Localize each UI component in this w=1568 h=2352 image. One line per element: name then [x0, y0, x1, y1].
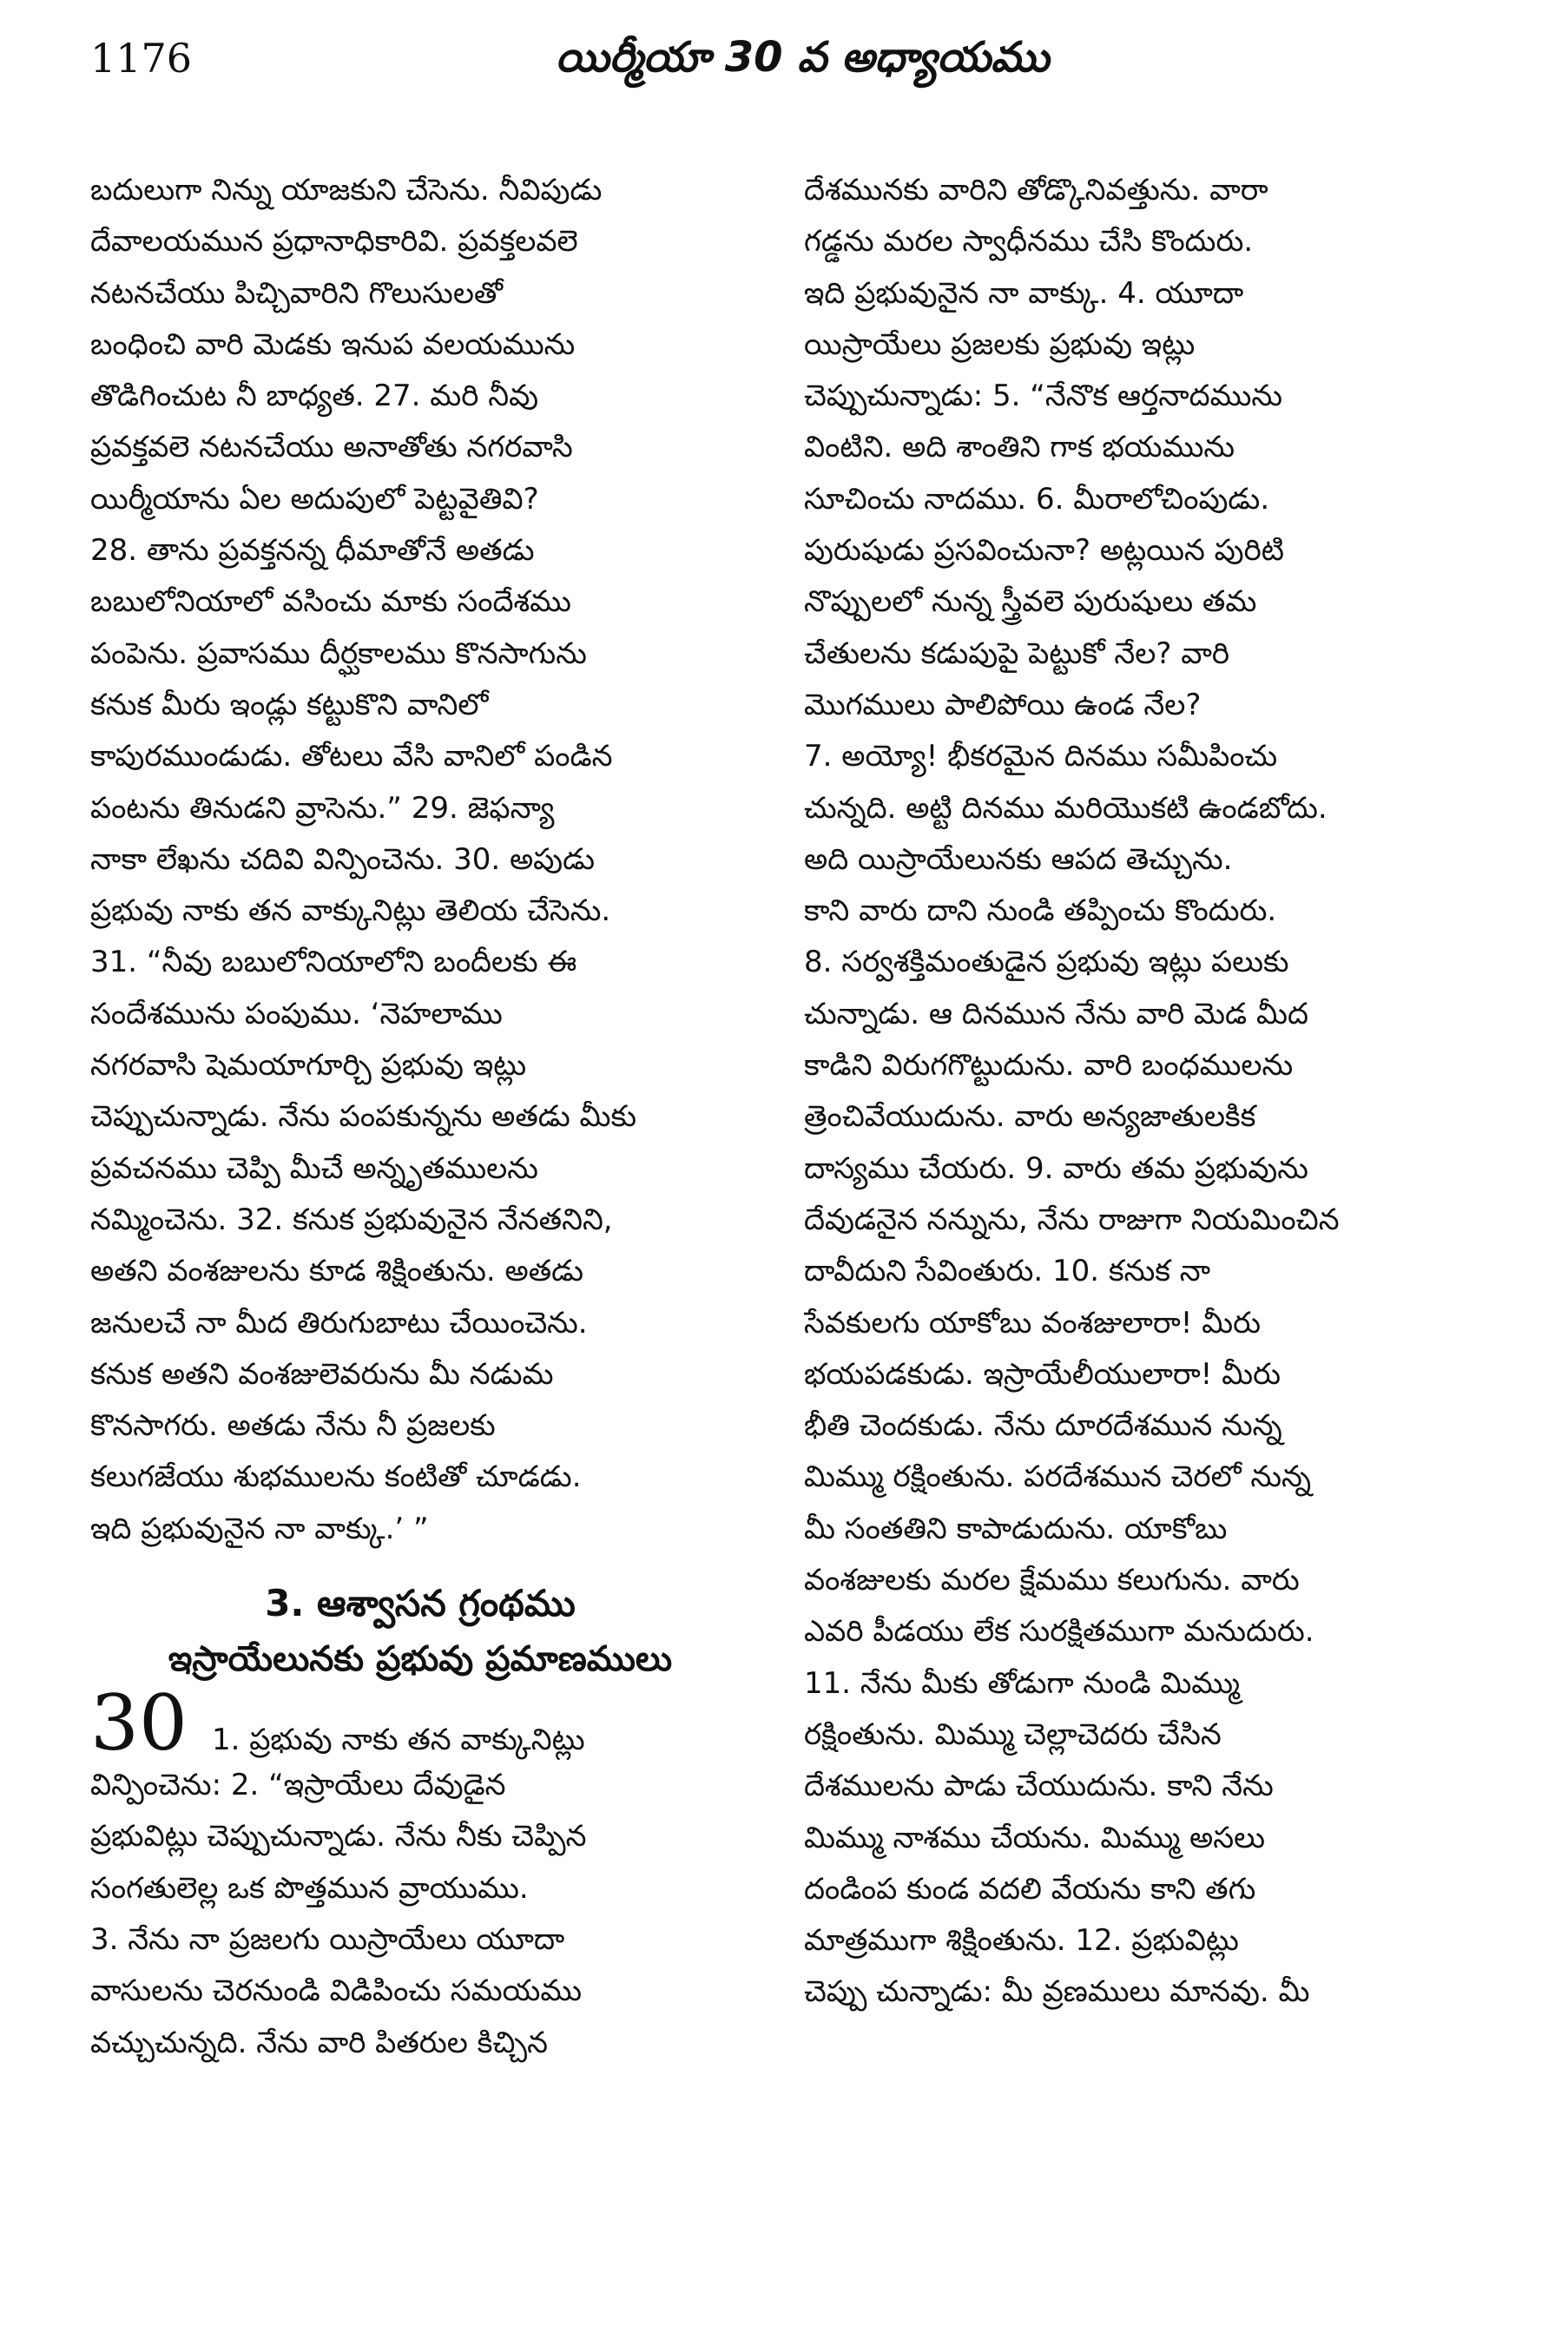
text-line: కొనసాగరు. అతడు నేను నీ ప్రజలకు [90, 1408, 496, 1444]
text-line: నమ్మించెను. 32. కనుక ప్రభువునైన నేనతనిని, [90, 1202, 613, 1237]
text-line: భీతి చెందకుడు. నేను దూరదేశమున నున్న [804, 1408, 1282, 1444]
right-column-text [804, 165, 1464, 2019]
text-line: దేశములను పాడు చేయుదును. కాని నేను [804, 1769, 1274, 1804]
text-line: వంశజులకు మరల క్షేమము కలుగును. వారు [804, 1563, 1300, 1598]
text-line: మొగములు పాలిపోయి ఉండ నేల? [804, 687, 1202, 722]
text-line: మీ సంతతిని కాపాడుదును. యాకోబు [804, 1511, 1228, 1546]
text-line: బదులుగా నిన్ను యాజకుని చేసెను. నీవిపుడు [90, 173, 603, 208]
text-line: దేవుడనైన నన్నును, నేను రాజుగా నియమించిన [804, 1202, 1340, 1237]
text-line: 3. నేను నా ప్రజలగు యిస్రాయేలు యూదా [90, 1921, 565, 1957]
text-line: మిమ్ము రక్షింతును. పరదేశమున చెరలో నున్న [804, 1459, 1311, 1495]
text-line: పంపెను. ప్రవాసము దీర్ఘకాలము కొనసాగును [90, 636, 587, 671]
text-line: ఇది ప్రభువునైన నా వాక్కు.’ ” [90, 1511, 429, 1546]
text-line: రక్షింతును. మిమ్ము చెల్లాచెదరు చేసిన [804, 1716, 1222, 1752]
text-line: దండింప కుండ వదలి వేయను కాని తగు [804, 1871, 1256, 1907]
text-line: కాపురముండుడు. తోటలు వేసి వానిలో పండిన [90, 739, 613, 774]
text-line: విన్పించెను: 2. “ఇస్రాయేలు దేవుడైన [90, 1768, 506, 1803]
text-line: సూచించు నాదము. 6. మీరాలోచింపుడు. [804, 481, 1270, 517]
text-line: బబులోనియాలో వసించు మాకు సందేశము [90, 584, 571, 620]
text-line: ఇది ప్రభువునైన నా వాక్కు. 4. యూదా [804, 275, 1244, 311]
section-subheading: ఇస్రాయేలునకు ప్రభువు ప్రమాణములు [168, 1639, 673, 1680]
text-line: కాని వారు దాని నుండి తప్పించు కొందురు. [804, 893, 1277, 929]
running-title: యిర్మీయా 30 వ అధ్యాయము [556, 33, 1050, 82]
text-line: బంధించి వారి మెడకు ఇనుప వలయమును [90, 326, 576, 362]
left-column-top-text [90, 165, 750, 1555]
text-line: పంటను తినుడని వ్రాసెను.” 29. జెఫన్యా [90, 790, 555, 826]
text-line: ప్రవక్తవలె నటనచేయు అనాతోతు నగరవాసి [90, 430, 573, 465]
right-column [804, 165, 1464, 2019]
text-line: దేశమునకు వారిని తోడ్కొనివత్తును. వారా [804, 173, 1268, 208]
text-line: వింటిని. అది శాంతిని గాక భయమును [804, 430, 1235, 465]
text-line: అతని వంశజులను కూడ శిక్షింతును. అతడు [90, 1254, 584, 1289]
text-line: దేవాలయమున ప్రధానాధికారివి. ప్రవక్తలవలె [90, 224, 578, 260]
text-line: పురుషుడు ప్రసవించునా? అట్లయిన పురిటి [804, 533, 1285, 569]
text-line: సందేశమును పంపుము. ‘నెహలాము [90, 996, 503, 1031]
text-line: నటనచేయు పిచ్చివారిని గొలుసులతో [90, 275, 504, 311]
text-line: చెప్పుచున్నాడు: 5. “నేనొక ఆర్తనాదమును [804, 379, 1282, 414]
text-line: కనుక అతని వంశజులెవరును మీ నడుమ [90, 1356, 554, 1392]
text-line: యిర్మీయాను ఏల అదుపులో పెట్టవైతివి? [90, 481, 539, 517]
text-line: ప్రవచనము చెప్పి మీచే అన్నృతములను [90, 1150, 538, 1186]
text-line: ఎవరి పీడయు లేక సురక్షితముగా మనుదురు. [804, 1614, 1314, 1650]
text-line: కలుగజేయు శుభములను కంటితో చూడడు. [90, 1459, 582, 1495]
left-column-bottom-text [90, 1760, 750, 2069]
text-line: చెప్పు చున్నాడు: మీ వ్రణములు మానవు. మీ [804, 1974, 1310, 2010]
text-line: దాస్యము చేయరు. 9. వారు తమ ప్రభువును [804, 1150, 1308, 1186]
chapter-opening-line [90, 1687, 750, 1760]
text-line: త్రెంచివేయుదును. వారు అన్యజాతులకిక [804, 1099, 1256, 1135]
text-line: దావీదుని సేవింతురు. 10. కనుక నా [804, 1254, 1211, 1289]
text-line: 31. “నీవు బబులోనియాలోని బందీలకు ఈ [90, 945, 577, 980]
section-heading: 3. ఆశ్వాసన గ్రంథము [265, 1582, 576, 1625]
text-line: ప్రభువు నాకు తన వాక్కునిట్లు తెలియ చేసెను. [90, 893, 611, 929]
text-line: భయపడకుడు. ఇస్రాయేలీయులారా! మీరు [804, 1356, 1281, 1392]
text-line: చున్నాడు. ఆ దినమున నేను వారి మెడ మీద [804, 996, 1308, 1031]
text-line: నొప్పులలో నున్న స్త్రీవలె పురుషులు తమ [804, 584, 1257, 620]
text-line: గడ్డను మరల స్వాధీనము చేసి కొందురు. [804, 224, 1254, 260]
text-line: మాత్రముగా శిక్షింతును. 12. ప్రభువిట్లు [804, 1923, 1239, 1959]
text-line: చెప్పుచున్నాడు. నేను పంపకున్నను అతడు మీకు [90, 1099, 637, 1135]
left-column [90, 165, 750, 2069]
text-line: ప్రభువిట్లు చెప్పుచున్నాడు. నేను నీకు చెప్పిన [90, 1819, 587, 1855]
text-line: 11. నేను మీకు తోడుగా నుండి మిమ్ము [804, 1665, 1241, 1701]
chapter-first-line-text: 1. ప్రభువు నాకు తన వాక్కునిట్లు [211, 1723, 585, 1758]
text-line: నాకా లేఖను చదివి విన్పించెను. 30. అపుడు [90, 841, 596, 877]
text-line: జనులచే నా మీద తిరుగుబాటు చేయించెను. [90, 1305, 588, 1341]
chapter-number: 30 [90, 1687, 188, 1761]
page-number: 1176 [90, 35, 193, 82]
text-line: కాడిని విరుగగొట్టుదును. వారి బంధములను [804, 1048, 1294, 1084]
text-line: సేవకులగు యాకోబు వంశజులారా! మీరు [804, 1305, 1262, 1341]
text-line: అది యిస్రాయేలునకు ఆపద తెచ్చును. [804, 841, 1233, 877]
text-line: చున్నది. అట్టి దినము మరియొకటి ఉండబోదు. [804, 790, 1328, 826]
text-line: నగరవాసి షెమయాగూర్చి ప్రభువు ఇట్లు [90, 1048, 527, 1084]
text-line: 8. సర్వశక్తిమంతుడైన ప్రభువు ఇట్లు పలుకు [804, 945, 1289, 980]
text-line: వాసులను చెరనుండి విడిపించు సమయము [90, 1973, 583, 2009]
text-line: కనుక మీరు ఇండ్లు కట్టుకొని వానిలో [90, 687, 489, 722]
text-line: తొడిగించుట నీ బాధ్యత. 27. మరి నీవు [90, 379, 539, 414]
text-line: సంగతులెల్ల ఒక పొత్తమున వ్రాయుము. [90, 1870, 529, 1906]
text-line: చేతులను కడుపుపై పెట్టుకో నేల? వారి [804, 636, 1230, 671]
text-line: 7. అయ్యో! భీకరమైన దినము సమీపించు [804, 739, 1278, 774]
text-line: మిమ్ము నాశము చేయను. మిమ్ము అసలు [804, 1820, 1265, 1855]
text-line: వచ్చుచున్నది. నేను వారి పితరుల కిచ్చిన [90, 2025, 548, 2060]
text-line: 28. తాను ప్రవక్తనన్న ధీమాతోనే అతడు [90, 533, 535, 569]
text-line: యిస్రాయేలు ప్రజలకు ప్రభువు ఇట్లు [804, 326, 1196, 362]
